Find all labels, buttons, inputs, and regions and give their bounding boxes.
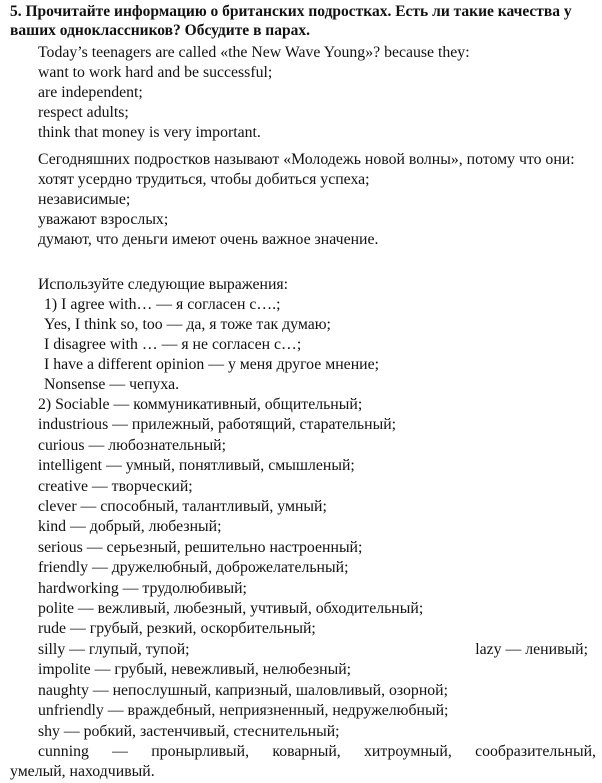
english-item: think that money is very important.	[38, 124, 261, 142]
vocab-item: creative — творческий;	[38, 477, 193, 495]
vocab-item: curious — любознательный;	[38, 436, 227, 454]
expression-phrase: I disagree with … — я не согласен с…;	[44, 336, 302, 354]
vocab-item: 2) Sociable — коммуникативный, общительный;	[38, 396, 363, 413]
expressions-heading: Используйте следующие выражения:	[38, 276, 289, 293]
vocab-item: unfriendly — враждебный, неприязненный, недружелюбный;	[38, 702, 449, 720]
english-item: respect adults;	[38, 104, 129, 122]
vocab-item: shy — робкий, застенчивый, стеснительный;	[38, 722, 340, 740]
vocab-item: impolite — грубый, невежливый, нелюбезный;	[38, 661, 352, 679]
vocab-item: naughty — непослушный, капризный, шаловливый, озорной;	[38, 681, 449, 699]
russian-text	[10, 150, 595, 250]
russian-intro: Сегодняшних подростков называют «Молодежь новой волны», потому что они:	[38, 151, 575, 168]
english-text	[38, 43, 598, 143]
expression-phrase: I have a different opinion — у меня другое мнение;	[44, 356, 380, 374]
task-title: 5. Прочитайте информацию о британских подростках. Есть ли такие качества у ваших одноклассников? Обсудите в парах.	[10, 3, 572, 39]
vocab-item: hardworking — трудолюбивый;	[38, 579, 247, 597]
vocabulary-list	[10, 395, 596, 783]
russian-item: уважают взрослых;	[38, 211, 169, 229]
vocab-item: rude — грубый, резкий, оскорбительный;	[38, 620, 316, 638]
vocab-item-lazy: lazy — ленивый;	[475, 640, 588, 658]
russian-item: независимые;	[38, 191, 131, 209]
english-intro: Today’s teenagers are called «the New Wave Young»? because they:	[38, 44, 470, 61]
expression-phrase: Nonsense — чепуха.	[44, 376, 180, 394]
vocab-item: friendly — дружелюбный, доброжелательный;	[38, 559, 349, 577]
vocab-item: serious — серьезный, решительно настроенный;	[38, 538, 363, 556]
russian-item: хотят усердно трудиться, чтобы добиться успеха;	[38, 171, 370, 189]
expression-phrase: Yes, I think so, too — да, я тоже так думаю;	[44, 316, 331, 334]
vocab-item: kind — добрый, любезный;	[38, 518, 222, 536]
expression-phrase: 1) I agree with… — я согласен с….;	[44, 296, 281, 314]
english-item: want to work hard and be successful;	[38, 64, 273, 82]
vocab-row-split	[38, 640, 596, 660]
vocab-item: intelligent — умный, понятливый, смышленый;	[38, 457, 355, 475]
vocab-item-cunning-continued: умелый, находчивый.	[10, 763, 155, 781]
vocab-item-silly: silly — глупый, тупой;	[38, 640, 190, 658]
vocab-item: polite — вежливый, любезный, учтивый, обходительный;	[38, 600, 424, 618]
vocab-item: clever — способный, талантливый, умный;	[38, 498, 327, 516]
russian-item: думают, что деньги имеют очень важное значение.	[38, 231, 379, 249]
expressions-block	[38, 275, 598, 396]
english-item: are independent;	[38, 84, 143, 102]
vocab-item-cunning: cunning — пронырливый, коварный, хитроумный, сообразительный,	[38, 742, 596, 760]
vocab-item: industrious — прилежный, работящий, старательный;	[38, 416, 397, 434]
